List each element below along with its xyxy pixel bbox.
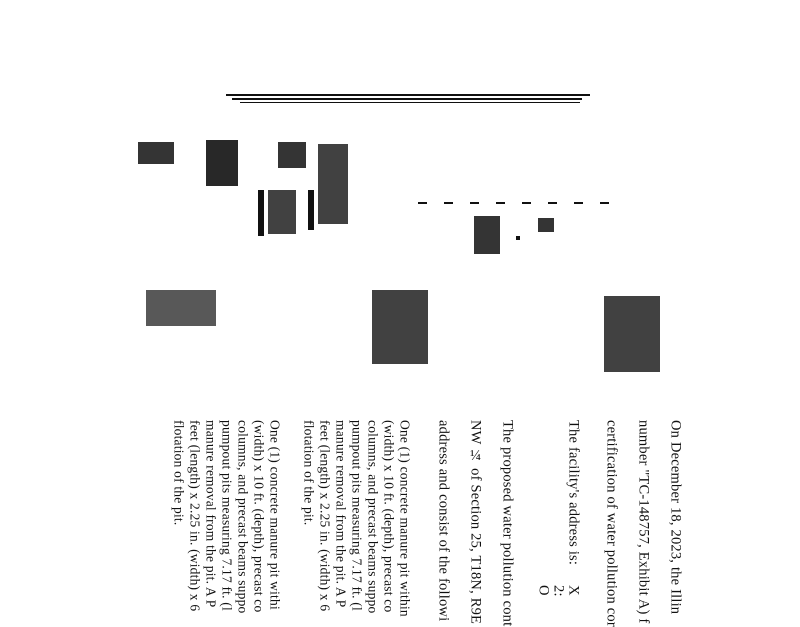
scan-block xyxy=(278,142,306,168)
text-line: address and consist of the followi xyxy=(435,420,452,622)
text-line: flotation of the pit. xyxy=(301,420,317,526)
header-rule xyxy=(232,98,582,100)
text-line: pumpout pits measuring 7.17 ft. (l xyxy=(219,420,235,611)
dash xyxy=(470,202,479,204)
scan-block xyxy=(372,290,428,364)
scan-block xyxy=(308,190,314,230)
dash xyxy=(522,202,531,204)
text-line: (width) x 10 ft. (depth), precast co xyxy=(381,420,397,613)
text-line: NW ¼ of Section 25, T18N, R9E xyxy=(467,420,484,625)
text-line: One (1) concrete manure pit withi xyxy=(267,420,283,610)
dash xyxy=(418,202,427,204)
text-line: manure removal from the pit. A P xyxy=(333,420,349,608)
text-line: One (1) concrete manure pit within xyxy=(397,420,413,617)
scan-block xyxy=(318,144,348,224)
text-line: manure removal from the pit. A P xyxy=(203,420,219,608)
text-line: certification of water pollution cor xyxy=(603,420,620,627)
scan-block xyxy=(146,290,216,326)
scan-block xyxy=(258,190,264,236)
header-rule xyxy=(240,102,580,103)
text-line: number "TC-148757, Exhibit A) f xyxy=(635,420,652,624)
scan-block xyxy=(268,190,296,234)
scan-block xyxy=(538,218,554,232)
text-line: columns, and precast beams suppo xyxy=(365,420,381,614)
dash xyxy=(600,202,609,204)
text-line: columns, and precast beams suppo xyxy=(235,420,251,614)
scan-block xyxy=(474,216,500,254)
address-line: 2: xyxy=(550,585,567,597)
text-line: feet (length) x 2.25 in. (width) x 6 xyxy=(187,420,203,612)
scan-block xyxy=(206,140,238,186)
dash xyxy=(496,202,505,204)
address-line: O xyxy=(535,585,552,596)
dash xyxy=(574,202,583,204)
text-line: pumpout pits measuring 7.17 ft. (l xyxy=(349,420,365,611)
dash xyxy=(444,202,453,204)
scan-block xyxy=(516,236,520,240)
text-line: feet (length) x 2.25 in. (width) x 6 xyxy=(317,420,333,612)
text-line: flotation of the pit. xyxy=(171,420,187,526)
text-line: On December 18, 2023, the Illin xyxy=(667,420,684,615)
scan-block xyxy=(138,142,174,164)
dash xyxy=(548,202,557,204)
address-intro: The facility's address is: xyxy=(565,420,582,566)
address-line: X xyxy=(565,585,582,596)
scan-block xyxy=(604,296,660,372)
text-line: The proposed water pollution cont xyxy=(499,420,516,627)
header-rule xyxy=(226,94,590,96)
text-line: (width) x 10 ft. (depth), precast co xyxy=(251,420,267,613)
